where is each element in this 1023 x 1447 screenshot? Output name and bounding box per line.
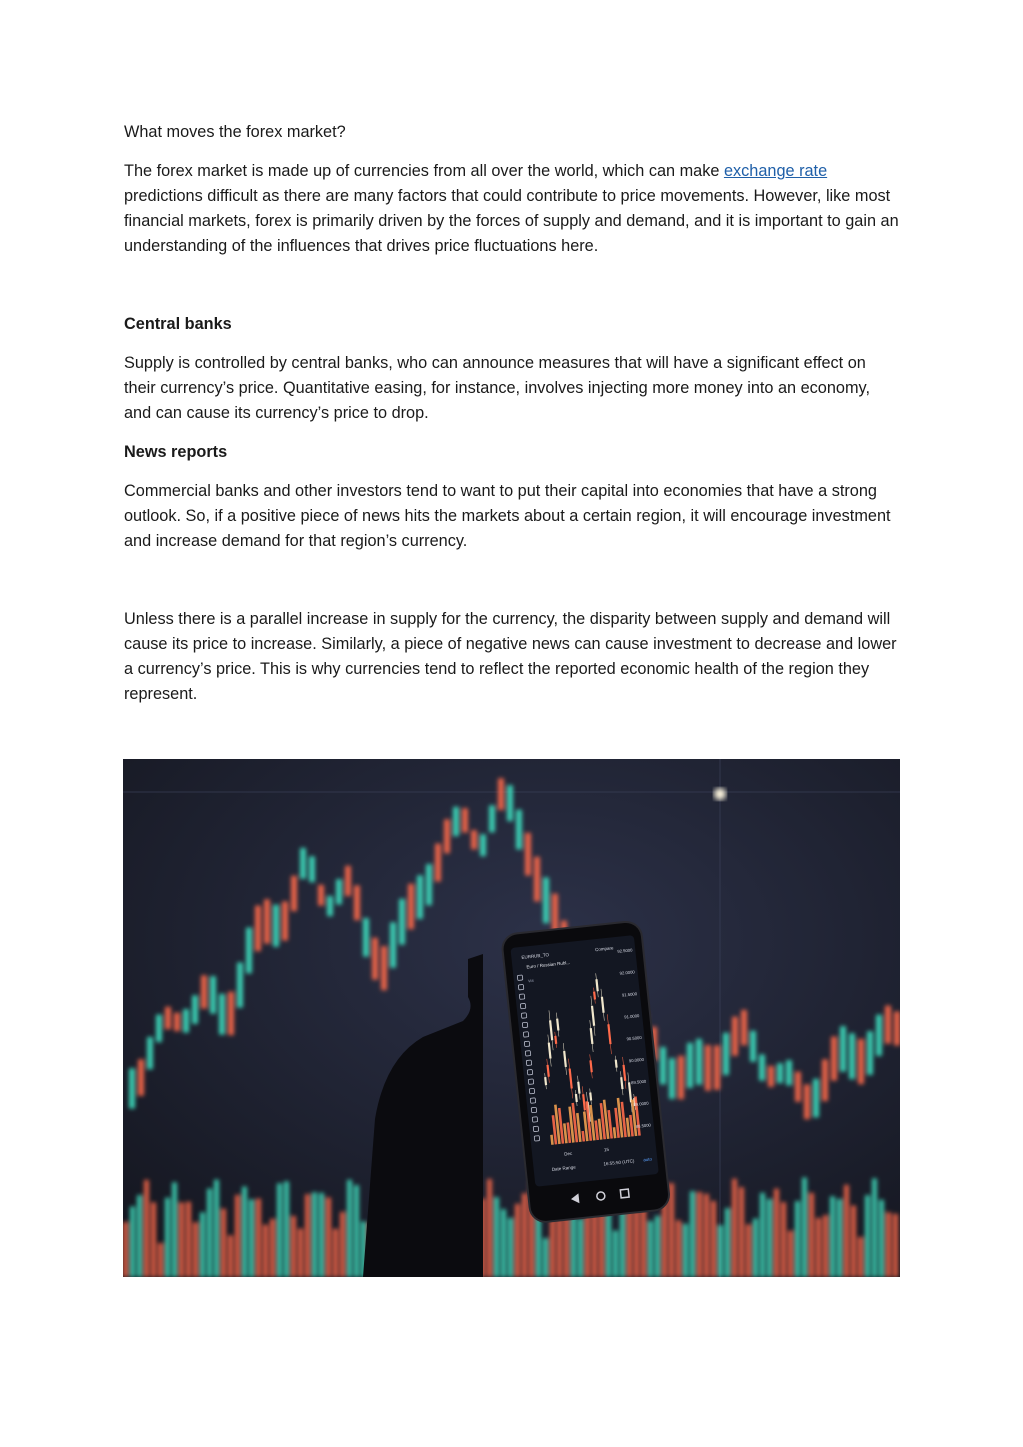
background-candle [831, 1037, 837, 1081]
background-volume-bar [172, 1182, 177, 1277]
light-glare [714, 788, 726, 800]
background-volume-bar [263, 1225, 268, 1277]
central-banks-paragraph: Supply is controlled by central banks, who can announce measures that will have a significant effect on their currency’s price. Quantitative easing, for instance, involves injecting more money into an economy, and can cause its currency’s price to drop. [124, 354, 870, 422]
background-volume-bar [795, 1201, 800, 1277]
background-volume-bar [578, 1218, 583, 1277]
background-candle [309, 856, 315, 882]
background-candle [381, 946, 387, 990]
background-volume-bar [690, 1191, 695, 1277]
background-candle [237, 962, 243, 1007]
background-volume-bar [543, 1238, 548, 1277]
background-candle [507, 785, 513, 821]
background-candle [354, 885, 360, 920]
background-candle [228, 992, 234, 1036]
phone-price-label: 91.5000 [621, 991, 638, 998]
background-volume-bar [683, 1224, 688, 1277]
background-candle [732, 1017, 738, 1056]
background-candle [435, 844, 441, 882]
background-candle [543, 877, 549, 923]
background-volume-bar [823, 1215, 828, 1277]
phone-price-label: 88.5000 [635, 1122, 652, 1129]
background-candle [858, 1039, 864, 1084]
background-candle [246, 928, 252, 974]
background-volume-bar [711, 1201, 716, 1277]
background-volume-bar [515, 1204, 520, 1277]
document-body [124, 120, 900, 721]
phone-axis-dec: Dec [563, 1150, 573, 1157]
background-volume-bar [123, 1222, 128, 1277]
news-reports-paragraph-2: Unless there is a parallel increase in supply for the currency, the disparity between supply and demand will cause its price to increase. Similarly, a piece of negative news can cause investment to decrease and lower a currency’s price. This is why currencies tend to reflect the reported economic health of the region they represent. [124, 610, 897, 703]
background-candle [894, 1011, 900, 1045]
background-candle [282, 901, 288, 940]
background-volume-bar [151, 1202, 156, 1277]
background-candle [849, 1033, 855, 1079]
background-candle [714, 1045, 720, 1090]
background-volume-bar [158, 1243, 163, 1277]
background-volume-bar [340, 1212, 345, 1277]
background-volume-bar [298, 1229, 303, 1278]
background-volume-bar [277, 1183, 282, 1277]
background-candle [390, 922, 396, 968]
background-volume-bar [501, 1209, 506, 1277]
phone-date-range: Date Range [551, 1164, 576, 1172]
background-candle [840, 1026, 846, 1072]
background-volume-bar [354, 1185, 359, 1277]
forex-chart-photo [123, 759, 900, 1277]
intro-text-before: The forex market is made up of currencies from all over the world, which can make [124, 162, 724, 180]
background-candle [795, 1072, 801, 1102]
background-volume-bar [508, 1218, 513, 1277]
background-volume-bar [851, 1206, 856, 1278]
background-candle [273, 905, 279, 947]
background-candle [183, 1009, 189, 1033]
background-candle [444, 819, 450, 853]
background-candle [372, 938, 378, 980]
background-candle [327, 896, 333, 916]
background-volume-bar [816, 1218, 821, 1277]
background-candle [876, 1015, 882, 1056]
spacer [124, 568, 900, 607]
background-candle [363, 918, 369, 957]
background-candle [165, 1007, 171, 1030]
background-candle [696, 1039, 702, 1085]
phone-time: 16:55:50 (UTC) [603, 1158, 635, 1167]
phone-symbol: EURRUB_TO [521, 952, 550, 960]
phone-vol-label: Vol [527, 977, 534, 984]
background-candle [291, 876, 297, 911]
background-volume-bar [858, 1237, 863, 1277]
background-candle [678, 1056, 684, 1100]
news-reports-paragraph-1: Commercial banks and other investors tend to want to put their capital into economies that have a strong outlook. So, if a positive piece of news hits the markets about a certain region, it will encourage investment and increase demand for that region’s currency. [124, 482, 891, 550]
background-candle [822, 1059, 828, 1101]
background-volume-bar [522, 1193, 527, 1277]
intro-text-after: predictions difficult as there are many factors that could contribute to price movements. However, like most financial markets, forex is primarily driven by the forces of supply and demand, and it is important to gain an understanding of the influences that drives price fluctuations here. [124, 187, 899, 255]
background-volume-bar [585, 1210, 590, 1277]
background-volume-bar [242, 1187, 247, 1277]
phone-price-label: 92.5000 [617, 947, 633, 954]
background-candle [867, 1031, 873, 1075]
background-volume-bar [333, 1229, 338, 1277]
background-candle [534, 857, 540, 902]
background-volume-bar [305, 1194, 310, 1277]
background-volume-bar [879, 1200, 884, 1277]
background-volume-bar [228, 1235, 233, 1277]
background-volume-bar [256, 1199, 261, 1277]
background-volume-bar [739, 1187, 744, 1277]
background-volume-bar [865, 1195, 870, 1277]
background-volume-bar [872, 1178, 877, 1277]
photo-illustration [123, 759, 900, 1277]
background-volume-bar [193, 1222, 198, 1277]
background-candle [417, 875, 423, 919]
background-candle [525, 833, 531, 876]
background-volume-bar [886, 1212, 891, 1277]
intro-paragraph [124, 159, 900, 259]
background-volume-bar [655, 1216, 660, 1277]
background-volume-bar [137, 1195, 142, 1277]
background-candle [426, 864, 432, 905]
background-volume-bar [179, 1202, 184, 1277]
phone-price-label: 90.0000 [628, 1056, 645, 1064]
background-candle [138, 1059, 144, 1096]
background-volume-bar [144, 1180, 149, 1277]
phone-price-label: 89.5000 [630, 1078, 647, 1086]
background-volume-bar [214, 1180, 219, 1277]
background-candle [453, 807, 459, 837]
background-volume-bar [781, 1202, 786, 1277]
background-candle [147, 1037, 153, 1070]
spacer [124, 273, 900, 312]
background-volume-bar [809, 1193, 814, 1277]
background-candle [264, 899, 270, 944]
background-candle [174, 1013, 180, 1032]
background-volume-bar [200, 1212, 205, 1277]
background-candle [462, 808, 468, 833]
background-volume-bar [697, 1192, 702, 1277]
background-volume-bar [613, 1231, 618, 1278]
background-candle [300, 848, 306, 879]
background-volume-bar [725, 1208, 730, 1277]
background-volume-bar [291, 1216, 296, 1277]
background-volume-bar [284, 1181, 289, 1277]
background-volume-bar [130, 1206, 135, 1277]
background-candle [660, 1047, 666, 1085]
background-candle [129, 1068, 135, 1108]
background-volume-bar [648, 1221, 653, 1277]
background-candle [741, 1010, 747, 1046]
background-candle [219, 994, 225, 1035]
background-volume-bar [221, 1209, 226, 1277]
background-volume-bar [186, 1202, 191, 1277]
background-candle [777, 1063, 783, 1083]
background-candle [804, 1084, 810, 1119]
phone-price-label: 92.0000 [619, 969, 635, 976]
background-volume-bar [837, 1199, 842, 1277]
background-candle [156, 1015, 162, 1043]
background-candle [336, 879, 342, 905]
background-volume-bar [844, 1185, 849, 1277]
phone-pair-name: Euro / Russian Rubl... [526, 959, 571, 970]
background-candle [192, 995, 198, 1024]
background-candle [399, 899, 405, 945]
background-volume-bar [704, 1194, 709, 1277]
background-candle [318, 885, 324, 906]
background-candle [210, 976, 216, 1014]
phone-price-label: 91.0000 [623, 1012, 640, 1020]
background-volume-bar [788, 1231, 793, 1277]
background-candle [489, 805, 495, 832]
background-volume-bar [347, 1180, 352, 1277]
background-candle [408, 884, 414, 929]
background-candle [705, 1045, 711, 1091]
background-candle [723, 1033, 729, 1075]
background-volume-bar [270, 1219, 275, 1277]
background-volume-bar [718, 1225, 723, 1277]
background-volume-bar [767, 1199, 772, 1277]
background-volume-bar [319, 1193, 324, 1277]
background-candle [759, 1054, 765, 1080]
background-candle [471, 830, 477, 849]
background-volume-bar [312, 1192, 317, 1277]
smartphone [501, 920, 671, 1223]
background-candle [669, 1058, 675, 1099]
phone-price-label: 90.5000 [626, 1034, 642, 1042]
background-candle [687, 1043, 693, 1088]
background-candle [345, 866, 351, 896]
background-candle [750, 1031, 756, 1062]
background-volume-bar [760, 1193, 765, 1277]
background-candle [201, 975, 207, 1009]
background-candle [813, 1079, 819, 1118]
background-volume-bar [641, 1202, 646, 1277]
background-candle [255, 906, 261, 952]
section-heading-central-banks: Central banks [124, 315, 232, 333]
background-volume-bar [830, 1196, 835, 1277]
background-volume-bar [235, 1195, 240, 1277]
background-volume-bar [326, 1198, 331, 1278]
background-candle [480, 834, 486, 856]
background-volume-bar [753, 1219, 758, 1278]
background-volume-bar [249, 1199, 254, 1277]
document-title: What moves the forex market? [124, 123, 346, 141]
section-heading-news-reports: News reports [124, 443, 228, 461]
background-volume-bar [774, 1189, 779, 1277]
phone-compare: Compare [594, 945, 614, 953]
background-volume-bar [487, 1179, 492, 1277]
background-candle [516, 810, 522, 850]
background-volume-bar [893, 1214, 898, 1277]
background-candle [768, 1066, 774, 1087]
phone-axis-15: 15 [603, 1146, 610, 1153]
exchange-rate-link[interactable]: exchange rate [723, 162, 828, 180]
background-volume-bar [494, 1197, 499, 1277]
phone-auto: auto [643, 1156, 653, 1163]
background-volume-bar [746, 1224, 751, 1277]
phone-price-label: 89.0000 [633, 1100, 649, 1108]
background-volume-bar [165, 1198, 170, 1277]
background-volume-bar [732, 1179, 737, 1277]
background-volume-bar [207, 1189, 212, 1278]
background-candle [786, 1060, 792, 1085]
background-volume-bar [606, 1213, 611, 1277]
background-volume-bar [802, 1178, 807, 1278]
background-candle [498, 778, 504, 810]
background-volume-bar [676, 1220, 681, 1277]
background-candle [885, 1006, 891, 1044]
